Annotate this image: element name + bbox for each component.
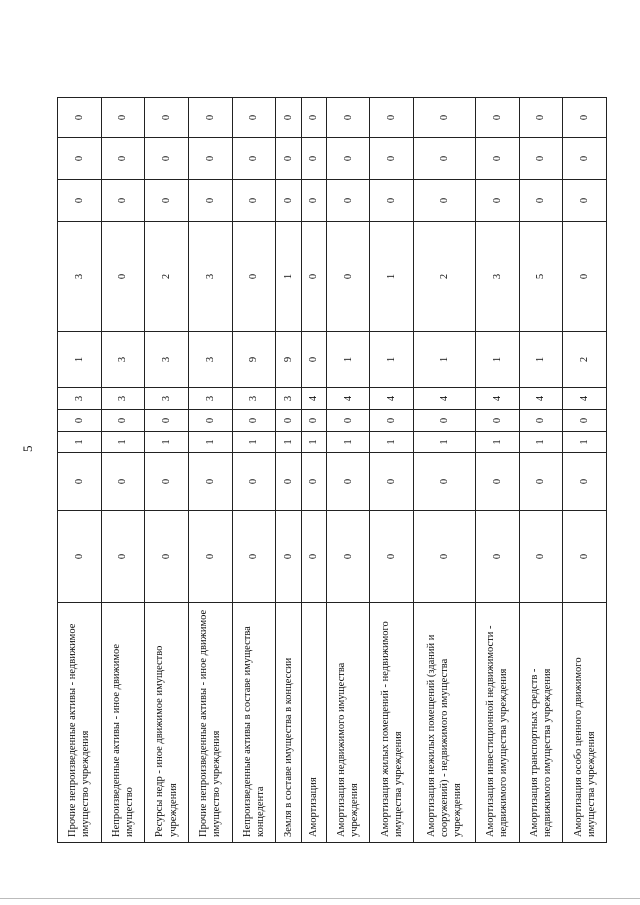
- cell-value: 0: [188, 511, 232, 603]
- cell-value: 0: [476, 511, 520, 603]
- cell-value: 0: [519, 410, 563, 432]
- cell-value: 2: [414, 222, 476, 332]
- row-label: Амортизация нежилых помещений (зданий и сооружений) - недвижимого имущества учреждения: [414, 603, 476, 843]
- cell-value: 0: [476, 453, 520, 511]
- cell-value: 0: [276, 410, 301, 432]
- cell-value: 0: [188, 98, 232, 138]
- table-row: [414, 98, 476, 843]
- table-row: [326, 98, 370, 843]
- cell-value: 0: [370, 453, 414, 511]
- cell-value: 0: [58, 410, 102, 432]
- cell-value: 1: [276, 222, 301, 332]
- cell-value: 0: [101, 453, 145, 511]
- cell-value: 3: [188, 332, 232, 388]
- row-label: Амортизация жилых помещений - недвижимого имущества учреждения: [370, 603, 414, 843]
- cell-value: 0: [563, 453, 607, 511]
- cell-value: 4: [519, 388, 563, 410]
- cell-value: 0: [301, 138, 326, 180]
- cell-value: 1: [476, 332, 520, 388]
- cell-value: 0: [145, 511, 189, 603]
- cell-value: 0: [563, 511, 607, 603]
- cell-value: 4: [370, 388, 414, 410]
- cell-value: 4: [301, 388, 326, 410]
- cell-value: 3: [476, 222, 520, 332]
- row-label: Амортизация особо ценного движимого имущества учреждения: [563, 603, 607, 843]
- cell-value: 0: [58, 453, 102, 511]
- cell-value: 0: [563, 98, 607, 138]
- table-row: [58, 98, 102, 843]
- cell-value: 0: [276, 511, 301, 603]
- cell-value: 1: [519, 432, 563, 453]
- table-row: [519, 98, 563, 843]
- cell-value: 1: [326, 432, 370, 453]
- cell-value: 0: [58, 180, 102, 222]
- table-row: [301, 98, 326, 843]
- cell-value: 0: [414, 138, 476, 180]
- cell-value: 1: [370, 222, 414, 332]
- cell-value: 0: [232, 180, 276, 222]
- cell-value: 0: [232, 138, 276, 180]
- cell-value: 0: [232, 410, 276, 432]
- cell-value: 0: [145, 98, 189, 138]
- cell-value: 0: [519, 453, 563, 511]
- cell-value: 1: [370, 332, 414, 388]
- cell-value: 1: [101, 432, 145, 453]
- cell-value: 0: [326, 511, 370, 603]
- cell-value: 0: [101, 410, 145, 432]
- cell-value: 0: [414, 180, 476, 222]
- table-body: [58, 98, 607, 843]
- cell-value: 0: [301, 222, 326, 332]
- cell-value: 3: [188, 222, 232, 332]
- cell-value: 0: [370, 410, 414, 432]
- table-row: [476, 98, 520, 843]
- cell-value: 1: [188, 432, 232, 453]
- cell-value: 1: [232, 432, 276, 453]
- cell-value: 0: [476, 138, 520, 180]
- cell-value: 9: [276, 332, 301, 388]
- cell-value: 3: [58, 388, 102, 410]
- cell-value: 1: [476, 432, 520, 453]
- table-row: [145, 98, 189, 843]
- cell-value: 0: [370, 98, 414, 138]
- cell-value: 0: [326, 180, 370, 222]
- cell-value: 4: [414, 388, 476, 410]
- cell-value: 0: [414, 98, 476, 138]
- cell-value: 0: [301, 453, 326, 511]
- cell-value: 0: [276, 138, 301, 180]
- cell-value: 0: [101, 138, 145, 180]
- cell-value: 0: [370, 180, 414, 222]
- cell-value: 0: [414, 511, 476, 603]
- accounts-table: [57, 97, 607, 843]
- cell-value: 0: [326, 98, 370, 138]
- cell-value: 0: [414, 410, 476, 432]
- cell-value: 0: [519, 98, 563, 138]
- cell-value: 0: [188, 138, 232, 180]
- cell-value: 0: [301, 511, 326, 603]
- cell-value: 0: [326, 410, 370, 432]
- cell-value: 3: [145, 388, 189, 410]
- page-bottom-rule: [0, 898, 640, 899]
- cell-value: 0: [301, 180, 326, 222]
- cell-value: 1: [58, 332, 102, 388]
- cell-value: 0: [276, 180, 301, 222]
- cell-value: 1: [563, 432, 607, 453]
- cell-value: 2: [145, 222, 189, 332]
- cell-value: 0: [145, 410, 189, 432]
- cell-value: 0: [58, 98, 102, 138]
- cell-value: 3: [101, 388, 145, 410]
- cell-value: 0: [326, 453, 370, 511]
- table-row: [276, 98, 301, 843]
- cell-value: 3: [232, 388, 276, 410]
- cell-value: 2: [563, 332, 607, 388]
- cell-value: 0: [519, 138, 563, 180]
- row-label: Амортизация: [301, 603, 326, 843]
- cell-value: 0: [563, 138, 607, 180]
- table-row: [232, 98, 276, 843]
- cell-value: 0: [145, 180, 189, 222]
- cell-value: 0: [476, 98, 520, 138]
- cell-value: 0: [414, 453, 476, 511]
- cell-value: 0: [58, 138, 102, 180]
- cell-value: 0: [188, 410, 232, 432]
- cell-value: 3: [145, 332, 189, 388]
- cell-value: 4: [326, 388, 370, 410]
- cell-value: 1: [276, 432, 301, 453]
- cell-value: 1: [414, 432, 476, 453]
- cell-value: 0: [476, 410, 520, 432]
- cell-value: 0: [58, 511, 102, 603]
- rotated-table-container: [57, 98, 607, 843]
- cell-value: 9: [232, 332, 276, 388]
- cell-value: 0: [188, 180, 232, 222]
- cell-value: 3: [188, 388, 232, 410]
- cell-value: 0: [563, 180, 607, 222]
- cell-value: 1: [58, 432, 102, 453]
- page-number: 5: [20, 445, 35, 452]
- cell-value: 0: [101, 222, 145, 332]
- cell-value: 0: [326, 138, 370, 180]
- row-label: Прочие непроизведенные активы - недвижимое имущество учреждения: [58, 603, 102, 843]
- cell-value: 0: [188, 453, 232, 511]
- cell-value: 1: [145, 432, 189, 453]
- row-label: Непроизведенные активы - иное движимое имущество: [101, 603, 145, 843]
- table-row: [101, 98, 145, 843]
- cell-value: 0: [519, 180, 563, 222]
- cell-value: 0: [301, 332, 326, 388]
- cell-value: 0: [370, 138, 414, 180]
- cell-value: 1: [519, 332, 563, 388]
- cell-value: 0: [232, 98, 276, 138]
- cell-value: 0: [101, 511, 145, 603]
- cell-value: 1: [414, 332, 476, 388]
- row-label: Земля в составе имущества в концессии: [276, 603, 301, 843]
- cell-value: 0: [232, 511, 276, 603]
- cell-value: 0: [101, 98, 145, 138]
- table-row: [563, 98, 607, 843]
- cell-value: 0: [276, 98, 301, 138]
- cell-value: 4: [476, 388, 520, 410]
- row-label: Прочие непроизведенные активы - иное движимое имущество учреждения: [188, 603, 232, 843]
- cell-value: 0: [563, 222, 607, 332]
- cell-value: 1: [301, 432, 326, 453]
- row-label: Ресурсы недр - иное движимое имущество учреждения: [145, 603, 189, 843]
- cell-value: 0: [145, 453, 189, 511]
- row-label: Амортизация транспортных средств - недвижимого имущества учреждения: [519, 603, 563, 843]
- cell-value: 0: [301, 410, 326, 432]
- cell-value: 0: [232, 453, 276, 511]
- cell-value: 0: [370, 511, 414, 603]
- cell-value: 1: [326, 332, 370, 388]
- cell-value: 0: [232, 222, 276, 332]
- cell-value: 0: [519, 511, 563, 603]
- cell-value: 0: [276, 453, 301, 511]
- cell-value: 3: [276, 388, 301, 410]
- cell-value: 1: [370, 432, 414, 453]
- cell-value: 0: [476, 180, 520, 222]
- cell-value: 0: [563, 410, 607, 432]
- cell-value: 5: [519, 222, 563, 332]
- cell-value: 4: [563, 388, 607, 410]
- cell-value: 3: [101, 332, 145, 388]
- table-row: [188, 98, 232, 843]
- cell-value: 0: [145, 138, 189, 180]
- cell-value: 0: [101, 180, 145, 222]
- cell-value: 0: [301, 98, 326, 138]
- row-label: Амортизация инвестиционной недвижимости - недвижимого имущества учреждения: [476, 603, 520, 843]
- row-label: Непроизведенные активы в составе имущества концедента: [232, 603, 276, 843]
- row-label: Амортизация недвижимого имущества учреждения: [326, 603, 370, 843]
- cell-value: 0: [326, 222, 370, 332]
- table-row: [370, 98, 414, 843]
- cell-value: 3: [58, 222, 102, 332]
